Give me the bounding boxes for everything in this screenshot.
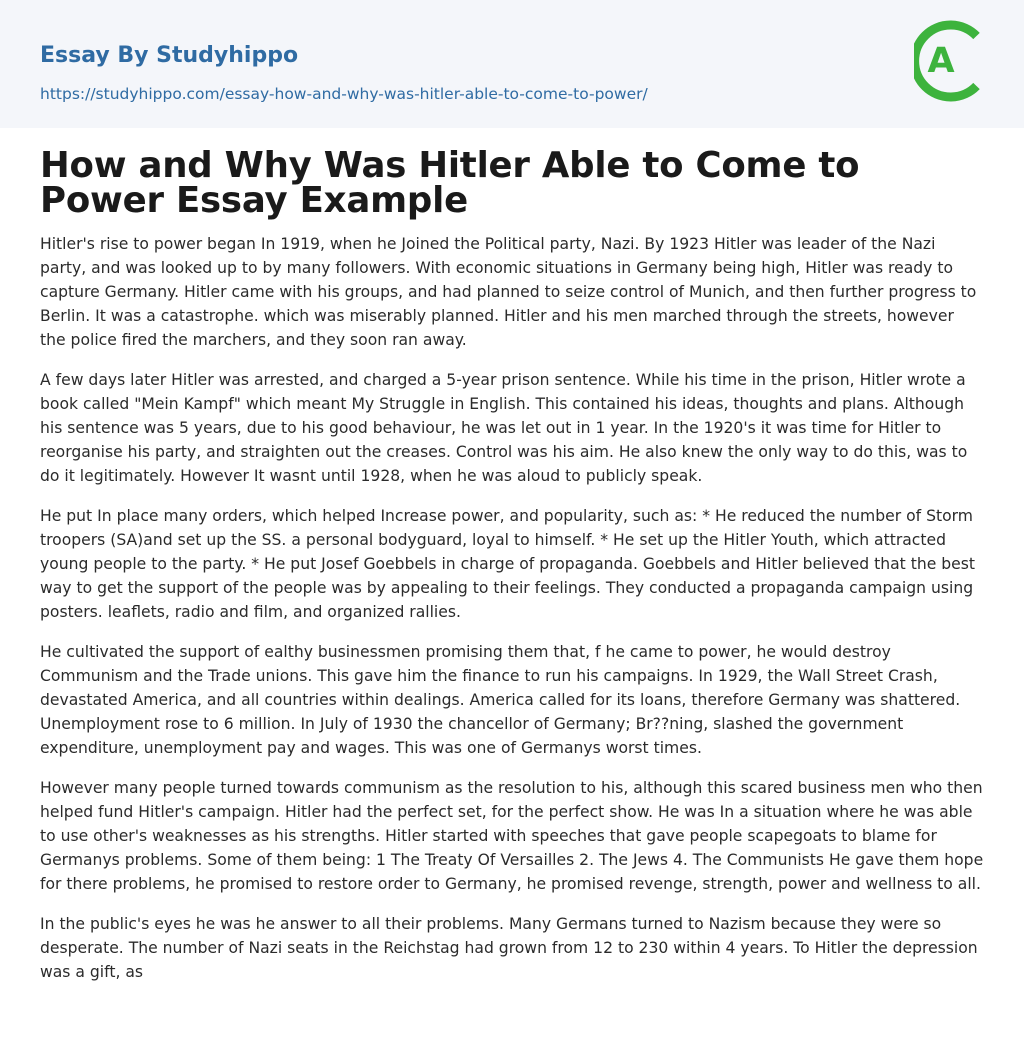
essay-paragraph-4: He cultivated the support of ealthy businessmen promising them that, f he came to power, he would destroy Communism and the Trade unions. This gave him the finance to run his campaigns. In 1929, the Wall Street Crash, devastated America, and all countries within dealings. America called for its loans, therefore Germany was shattered. Unemployment rose to 6 million. In July of 1930 the chancellor of Germany; Br??ning, slashed the government expenditure, unemployment pay and wages. This was one of Germanys worst times. xyxy=(40,643,961,757)
essay-title: How and Why Was Hitler Able to Come to Power Essay Example xyxy=(40,145,860,221)
essay-paragraph-5: However many people turned towards communism as the resolution to his, although this scared business men who then helped fund Hitler's campaign. Hitler had the perfect set, for the perfect show. He was In a situation where he was able to use other's weaknesses as his strengths. Hitler started with speeches that gave people scapegoats to blame for Germanys problems. Some of them being: 1 The Treaty Of Versailles 2. The Jews 4. The Communists He gave them hope for there problems, he promised to restore order to Germany, he promised revenge, strength, power and wellness to all. xyxy=(40,779,984,893)
essay-paragraph-2: A few days later Hitler was arrested, and charged a 5-year prison sentence. While his time in the prison, Hitler wrote a book called "Mein Kampf" which meant My Struggle in English. This contained his ideas, thoughts and plans. Although his sentence was 5 years, due to his good behaviour, he was let out in 1 year. In the 1920's it was time for Hitler to reorganise his party, and straighten out the creases. Control was his aim. He also knew the only way to do this, was to do it legitimately. However It wasnt until 1928, when he was aloud to publicly speak. xyxy=(40,371,968,485)
essay-content xyxy=(0,128,1024,984)
studyhippo-logo-icon[interactable] xyxy=(914,18,986,104)
essay-url-link[interactable]: https://studyhippo.com/essay-how-and-why-was-hitler-able-to-come-to-power/ xyxy=(40,85,648,103)
essay-paragraph-6: In the public's eyes he was he answer to all their problems. Many Germans turned to Nazism because they were so desperate. The number of Nazi seats in the Reichstag had grown from 12 to 230 within 4 years. To Hitler the depression was a gift, as xyxy=(40,915,978,981)
essay-paragraph-3: He put In place many orders, which helped Increase power, and popularity, such as: * He reduced the number of Storm troopers (SA)and set up the SS. a personal bodyguard, loyal to himself. * He set up the Hitler Youth, which attracted young people to the party. * He put Josef Goebbels in charge of propaganda. Goebbels and Hitler believed that the best way to get the support of the people was by appealing to their feelings. They conducted a propaganda campaign using posters. leaflets, radio and film, and organized rallies. xyxy=(40,507,976,621)
essay-paragraph-1: Hitler's rise to power began In 1919, when he Joined the Political party, Nazi. By 1923 Hitler was leader of the Nazi party, and was looked up to by many followers. With economic situations in Germany being high, Hitler was ready to capture Germany. Hitler came with his groups, and had planned to seize control of Munich, and then further progress to Berlin. It was a catastrophe. which was miserably planned. Hitler and his men marched through the streets, however the police fired the marchers, and they soon ran away. xyxy=(40,235,977,349)
logo-letter: A xyxy=(927,41,955,81)
site-brand[interactable]: Essay By Studyhippo xyxy=(40,43,299,68)
site-header xyxy=(0,0,1024,128)
